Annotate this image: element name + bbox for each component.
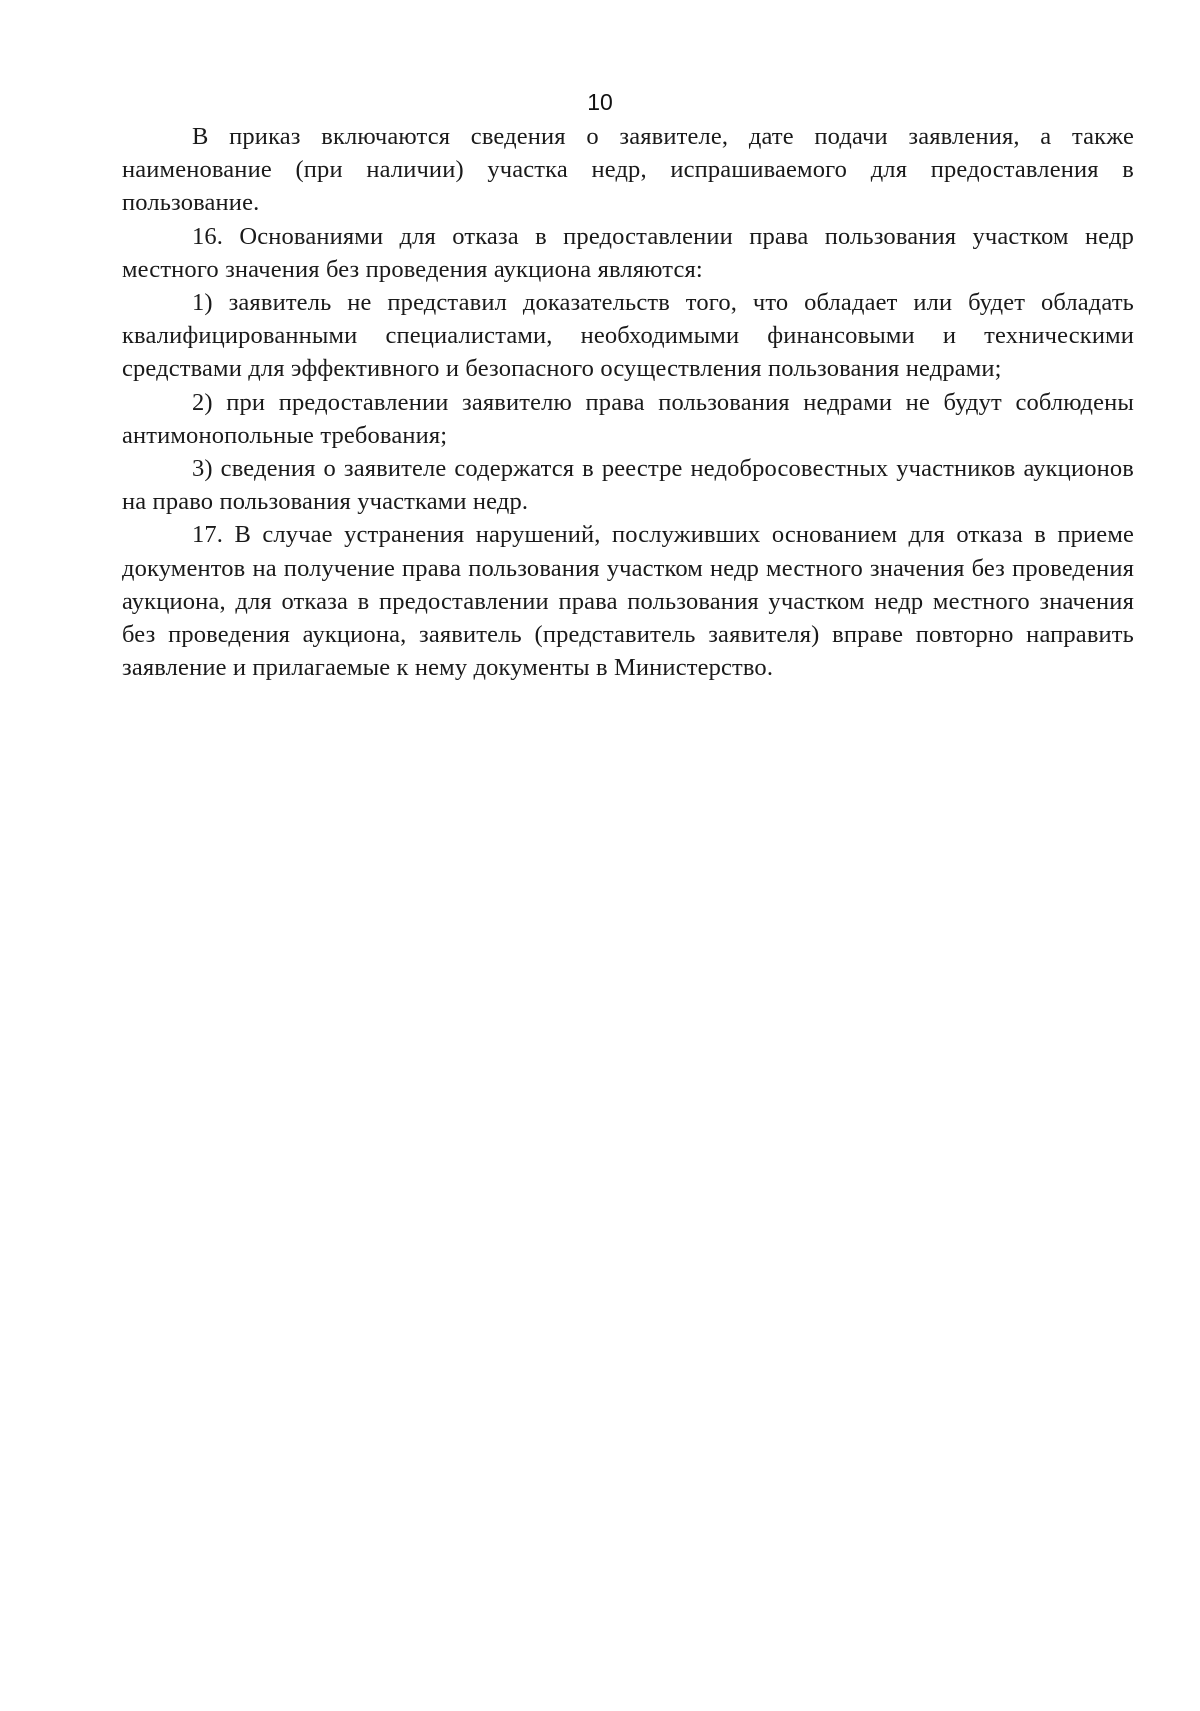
- list-item-3-unfair-registry: 3) сведения о заявителе содержатся в реестре недобросовестных участников аукционов на право пользования участками недр.: [122, 455, 1134, 516]
- document-body: [122, 120, 1134, 684]
- page-number: 10: [587, 89, 613, 115]
- paragraph-17-resubmission: 17. В случае устранения нарушений, послуживших основанием для отказа в приеме документов на получение права пользования участком недр местного значения без проведения аукциона, для отказа в предоставлении права пользования участком недр местного значения без проведения аукциона, заявитель (представитель заявителя) вправе повторно направить заявление и прилагаемые к нему документы в Министерство.: [122, 521, 1134, 682]
- list-item-1-no-evidence: 1) заявитель не представил доказательств того, что обладает или будет обладать квалифицированными специалистами, необходимыми финансовыми и техническими средствами для эффективного и безопасного осуществления пользования недрами;: [122, 289, 1134, 383]
- paragraph-16-refusal-grounds: 16. Основаниями для отказа в предоставлении права пользования участком недр местного значения без проведения аукциона являются:: [122, 222, 1134, 283]
- list-item-2-antimonopoly: 2) при предоставлении заявителю права пользования недрами не будут соблюдены антимонопольные требования;: [122, 388, 1134, 449]
- paragraph-order-contents: В приказ включаются сведения о заявителе, дате подачи заявления, а также наименование (при наличии) участка недр, испрашиваемого для предоставления в пользование.: [122, 123, 1134, 217]
